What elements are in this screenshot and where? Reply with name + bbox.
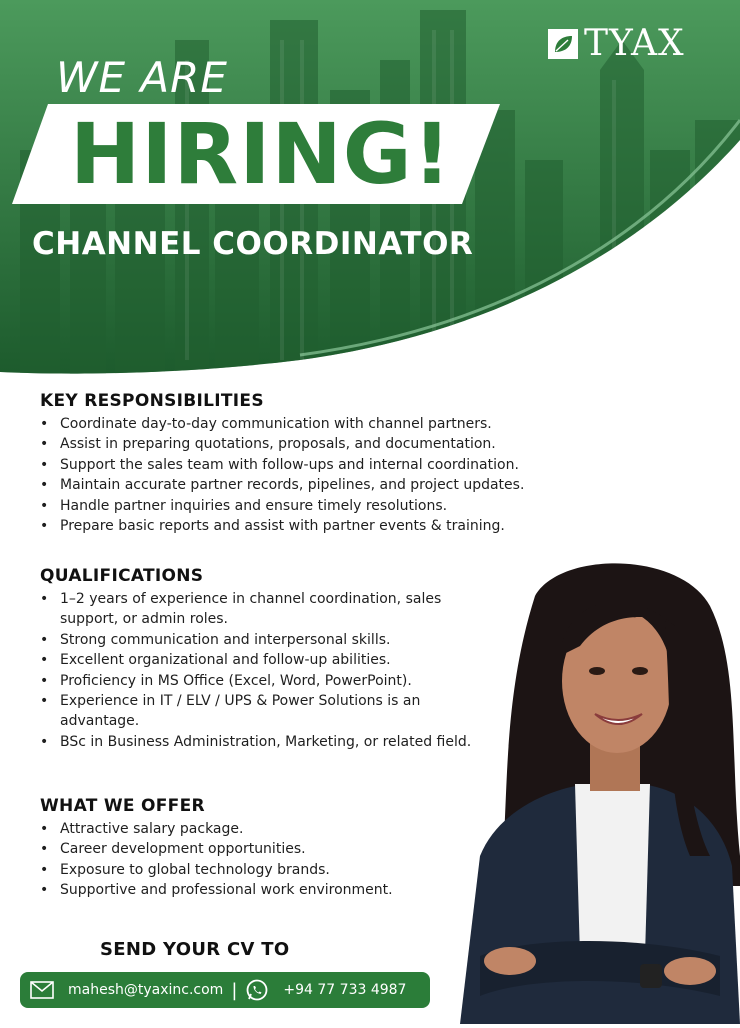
leaf-icon — [548, 29, 578, 59]
list-item: • 1–2 years of experience in channel coordination, sales support, or admin roles. — [40, 589, 480, 630]
offer-list — [40, 819, 480, 901]
list-item: • Coordinate day-to-day communication with channel partners. — [40, 414, 640, 434]
phone-number[interactable]: +94 77 733 4987 — [283, 982, 407, 998]
list-item: • Excellent organizational and follow-up abilities. — [40, 650, 480, 670]
list-item: • Handle partner inquiries and ensure timely resolutions. — [40, 496, 640, 516]
list-item: • Strong communication and interpersonal skills. — [40, 630, 480, 650]
list-item: • Career development opportunities. — [40, 839, 480, 859]
qualifications-section — [40, 565, 480, 752]
list-item: • Experience in IT / ELV / UPS & Power Solutions is an advantage. — [40, 691, 480, 732]
list-item: • Supportive and professional work environment. — [40, 880, 480, 900]
hiring-headline: HIRING! — [70, 105, 453, 203]
separator: | — [231, 979, 238, 1001]
envelope-icon — [30, 981, 54, 999]
brand-logo — [548, 24, 685, 64]
list-item: • BSc in Business Administration, Marketing, or related field. — [40, 732, 480, 752]
list-item: • Exposure to global technology brands. — [40, 860, 480, 880]
cta-heading: SEND YOUR CV TO — [100, 939, 290, 960]
qualifications-list — [40, 589, 480, 752]
responsibilities-list — [40, 414, 640, 536]
qualifications-heading: QUALIFICATIONS — [40, 566, 204, 586]
list-item: • Attractive salary package. — [40, 819, 480, 839]
responsibilities-section — [40, 390, 640, 536]
person-photo — [440, 556, 740, 1024]
list-item: • Prepare basic reports and assist with partner events & training. — [40, 516, 640, 536]
list-item: • Support the sales team with follow-ups and internal coordination. — [40, 455, 640, 475]
contact-bar — [20, 972, 430, 1008]
email-link[interactable]: mahesh@tyaxinc.com — [68, 982, 224, 998]
job-title: CHANNEL COORDINATOR — [32, 226, 474, 262]
responsibilities-heading: KEY RESPONSIBILITIES — [40, 391, 264, 411]
whatsapp-icon — [245, 978, 269, 1002]
offer-section — [40, 795, 480, 901]
we-are-text: WE ARE — [56, 53, 228, 102]
list-item: • Assist in preparing quotations, proposals, and documentation. — [40, 434, 640, 454]
brand-name: TYAX — [584, 23, 685, 64]
offer-heading: WHAT WE OFFER — [40, 796, 205, 816]
list-item: • Maintain accurate partner records, pipelines, and project updates. — [40, 475, 640, 495]
list-item: • Proficiency in MS Office (Excel, Word, PowerPoint). — [40, 671, 480, 691]
